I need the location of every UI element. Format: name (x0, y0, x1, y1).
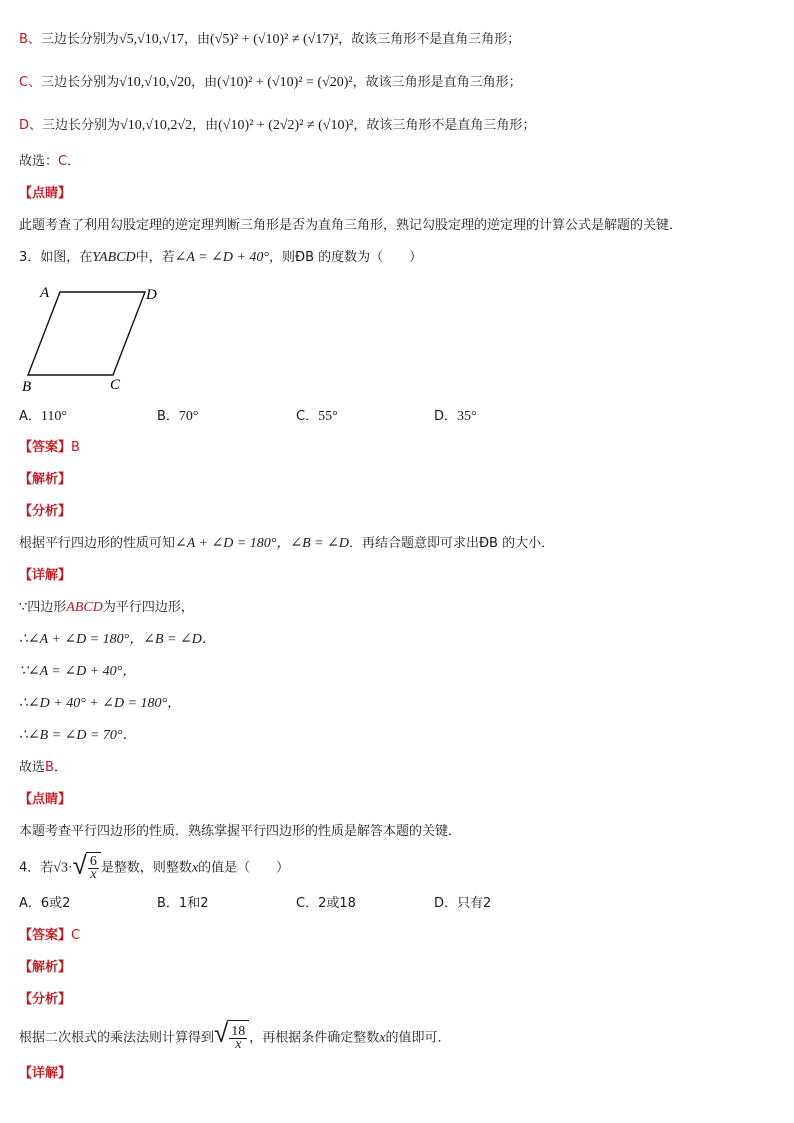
q3-option-b: B．70° (157, 409, 199, 424)
text: ，由 (191, 75, 218, 90)
choose-answer: C (58, 154, 68, 169)
text: 三边长分别为 (42, 118, 121, 133)
q3-step-4: ∴∠D + 40° + ∠D = 180°， (19, 696, 182, 711)
q3-step-3: ∵∠A = ∠D + 40°， (19, 664, 137, 679)
option-label: C、 (19, 75, 42, 90)
q3-jiexi-label: 【解析】 (19, 472, 72, 487)
q3-choose: 故选B． (19, 760, 67, 775)
q4-stem: 4．若√3· √ $\frac{6}{x}$ 是整数，则整数x的值是（ ） (19, 851, 290, 882)
vertex-label-a: A (40, 285, 50, 301)
text: ，故该三角形不是直角三角形； (353, 118, 536, 133)
q4-fenxi-label: 【分析】 (19, 992, 72, 1007)
text: ，故该三角形是直角三角形； (352, 75, 522, 90)
q3-option-c: C．55° (296, 409, 338, 424)
stem-mid: 中，若 (135, 250, 175, 265)
q3-dianjing-label: 【点睛】 (19, 792, 72, 807)
q3-xiangjie-label: 【详解】 (19, 568, 72, 583)
q4-fenxi-text: 根据二次根式的乘法法则计算得到 √ $\frac{18}{x}$ ，再根据条件确定整数x的值即可． (19, 1020, 451, 1056)
stem-prefix: 3．如图，在 (19, 250, 93, 265)
choose-prefix: 故选： (19, 154, 59, 169)
math-sides: √5,√10,√17 (118, 32, 184, 47)
math-expression: (√10)² + (√10)² = (√20)² (217, 75, 353, 90)
stem-suffix: ，则ÐB 的度数为（ ） (269, 250, 423, 265)
option-label: D、 (19, 118, 43, 133)
q4-jiexi-label: 【解析】 (19, 960, 72, 975)
q3-answer: 【答案】B (19, 440, 80, 455)
math-expression: (√5)² + (√10)² ≠ (√17)² (210, 32, 339, 47)
math-expression: (√10)² + (2√2)² ≠ (√10)² (218, 118, 354, 133)
q3-fenxi-text: 根据平行四边形的性质可知∠A + ∠D = 180°，∠B = ∠D．再结合题意即可求出ÐB 的大小． (19, 536, 555, 551)
parallelogram-shape (28, 292, 145, 375)
q3-step-1: ∵四边形ABCD为平行四边形， (19, 600, 194, 615)
q4-answer: 【答案】C (19, 928, 81, 943)
option-label: B、 (19, 32, 41, 47)
sqrt-fraction: √ $\frac{18}{x}$ (214, 1020, 249, 1056)
q4-option-a: A．6或2 (19, 896, 71, 911)
q3-option-a: A．110° (19, 409, 67, 424)
q4-option-d: D．只有2 (434, 896, 492, 911)
q4-option-c: C．2或18 (296, 896, 356, 911)
q3-fenxi-label: 【分析】 (19, 504, 72, 519)
q3-dianjing-text: 本题考查平行四边形的性质．熟练掌握平行四边形的性质是解答本题的关键． (19, 824, 462, 839)
sqrt-fraction: √ $\frac{6}{x}$ (73, 852, 101, 884)
math-sides: √10,√10,√20 (119, 75, 192, 90)
option-b-analysis (19, 30, 520, 50)
q4-option-b: B．1和2 (157, 896, 209, 911)
parallelogram-figure (18, 280, 168, 395)
q3-option-d: D．35° (434, 409, 477, 424)
vertex-label-c: C (110, 377, 121, 393)
text: ，故该三角形不是直角三角形； (338, 32, 521, 47)
q3-stem (19, 248, 422, 268)
vertex-label-b: B (22, 379, 32, 395)
option-d-analysis (19, 116, 535, 136)
q2-dianjing-label: 【点睛】 (19, 186, 72, 201)
math-sides: √10,√10,2√2 (120, 118, 193, 133)
option-c-analysis (19, 73, 522, 93)
stem-shape: YABCD (92, 250, 136, 265)
q3-step-5: ∴∠B = ∠D = 70°． (19, 728, 137, 743)
text: 三边长分别为 (40, 32, 119, 47)
text: ，由 (192, 118, 219, 133)
stem-expr: ∠A = ∠D + 40° (174, 250, 270, 265)
text: 三边长分别为 (41, 75, 120, 90)
text: ，由 (184, 32, 211, 47)
q2-choose: 故选：C． (19, 154, 81, 169)
q4-xiangjie-label: 【详解】 (19, 1066, 72, 1081)
q2-dianjing-text: 此题考查了利用勾股定理的逆定理判断三角形是否为直角三角形，熟记勾股定理的逆定理的计算公式是解题的关键． (19, 218, 683, 233)
q3-step-2: ∴∠A + ∠D = 180°，∠B = ∠D． (19, 632, 216, 647)
vertex-label-d: D (146, 287, 157, 303)
